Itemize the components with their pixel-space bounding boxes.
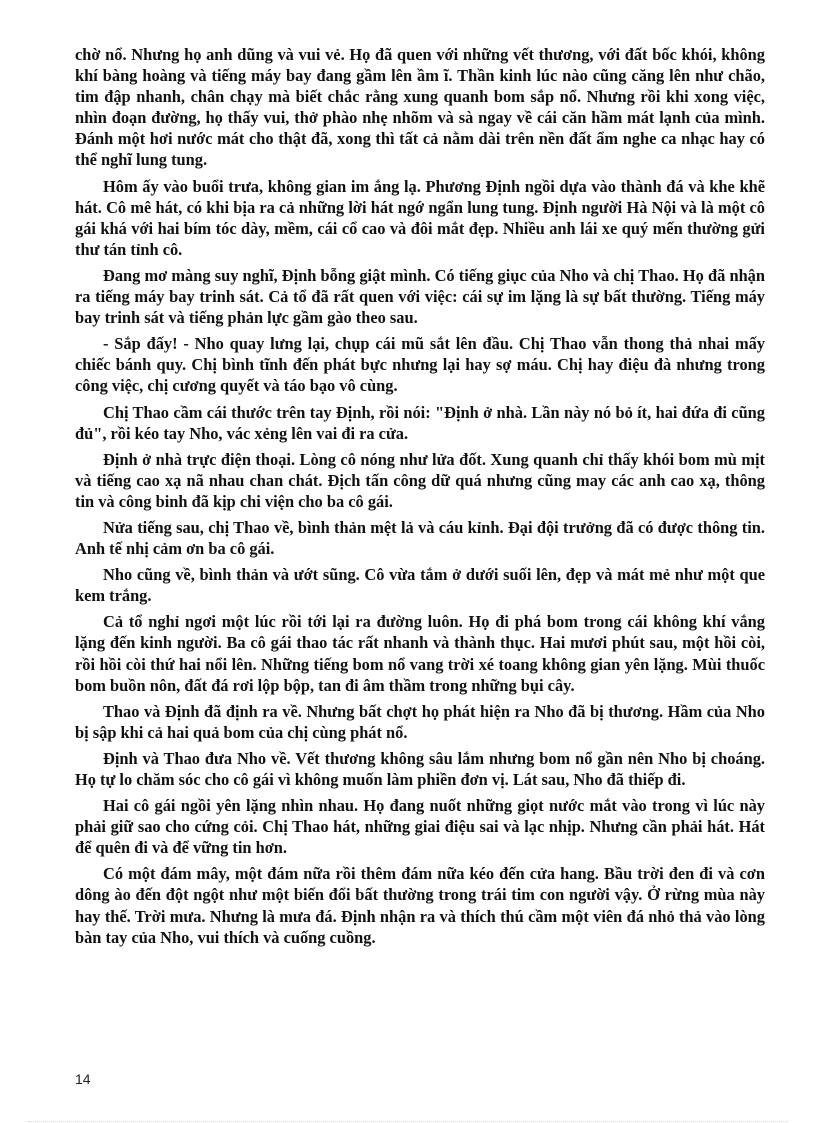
paragraph-4: - Sắp đấy! - Nho quay lưng lại, chụp cái mũ sắt lên đầu. Chị Thao vẫn thong thả nhai mấy chiếc bánh quy. Chị bình tĩnh đến phát bực nhưng lại hay sợ máu. Chị hay điệu đà nhưng trong công việc, chị cương quyết và táo bạo vô cùng. [75, 334, 765, 396]
paragraph-11: Định và Thao đưa Nho về. Vết thương không sâu lắm nhưng bom nổ gần nên Nho bị choáng. Họ tự lo chăm sóc cho cô gái vì không muốn làm phiền đơn vị. Lát sau, Nho đã thiếp đi. [75, 748, 765, 789]
paragraph-8: Nho cũng về, bình thản và ướt sũng. Cô vừa tắm ở dưới suối lên, đẹp và mát mẻ như một que kem trắng. [75, 565, 765, 606]
paragraph-7: Nửa tiếng sau, chị Thao về, bình thản mệt lả và cáu kỉnh. Đại đội trưởng đã có được thông tin. Anh tế nhị cảm ơn ba cô gái. [75, 517, 765, 559]
page-number: 14 [75, 1071, 91, 1087]
paragraph-6: Định ở nhà trực điện thoại. Lòng cô nóng như lửa đốt. Xung quanh chỉ thấy khói bom mù mịt và tiếng cao xạ nã nhau chan chát. Địch tấn công dữ quá nhưng cũng may các anh cao xạ, thông tin và công binh đã kịp chi viện cho ba cô gái. [75, 449, 765, 511]
paragraph-9: Cả tổ nghỉ ngơi một lúc rồi tới lại ra đường luôn. Họ đi phá bom trong cái không khí vắng lặng đến kinh người. Ba cô gái thao tác rất nhanh và thành thục. Hai mươi phút sau, một hồi còi, rồi hồi còi thứ hai nổi lên. Những tiếng bom nổ vang trời xé toang không gian yên lặng. Mùi thuốc bom buồn nôn, đất đá rơi lộp bộp, tan đi âm thầm trong những bụi cây. [75, 612, 765, 695]
paragraph-13: Có một đám mây, một đám nữa rồi thêm đám nữa kéo đến cửa hang. Bầu trời đen đi và cơn dông ào đến đột ngột như một biến đổi bất thường trong trái tim con người vậy. Ở rừng mùa này hay thế. Trời mưa. Nhưng là mưa đá. Định nhận ra và thích thú cầm một viên đá nhỏ thả vào lòng bàn tay của Nho, vui thích và cuống cuồng. [75, 864, 765, 947]
paragraph-2: Hôm ấy vào buổi trưa, không gian im ắng lạ. Phương Định ngồi dựa vào thành đá và khe khẽ hát. Cô mê hát, có khi bịa ra cả những lời hát ngớ ngẩn lung tung. Định người Hà Nội và là một cô gái khá với hai bím tóc dày, mềm, cái cổ cao và đôi mắt đẹp. Nhiều anh lái xe quý mến thường gửi thư tán tỉnh cô. [75, 176, 765, 259]
page-body [75, 44, 765, 953]
paragraph-5: Chị Thao cầm cái thước trên tay Định, rồi nói: "Định ở nhà. Lần này nó bỏ ít, hai đứa đi cũng đủ", rồi kéo tay Nho, vác xẻng lên vai đi ra cửa. [75, 402, 765, 443]
paragraph-12: Hai cô gái ngồi yên lặng nhìn nhau. Họ đang nuốt những giọt nước mắt vào trong vì lúc này phải giữ sao cho cứng cỏi. Chị Thao hát, những giai điệu sai và lạc nhịp. Nhưng cần phải hát. Hát để quên đi và để vững tin hơn. [75, 796, 765, 858]
paragraph-3: Đang mơ màng suy nghĩ, Định bỗng giật mình. Có tiếng giục của Nho và chị Thao. Họ đã nhận ra tiếng máy bay trinh sát. Cả tổ đã rất quen với việc: cái sự im lặng là sự bất thường. Tiếng máy bay trinh sát và tiếng phản lực gầm gào theo sau. [75, 265, 765, 328]
paragraph-10: Thao và Định đã định ra về. Nhưng bất chợt họ phát hiện ra Nho đã bị thương. Hầm của Nho bị sập khi cả hai quả bom của chị cùng phát nổ. [75, 701, 765, 742]
bottom-divider [28, 1121, 788, 1122]
paragraph-1: chờ nổ. Nhưng họ anh dũng và vui vẻ. Họ đã quen với những vết thương, với đất bốc khói, không khí bàng hoàng và tiếng máy bay đang gầm lên ầm ĩ. Thần kinh lúc nào cũng căng lên như chão, tim đập nhanh, chân chạy mà biết chắc rằng xung quanh bom sắp nổ. Nhưng rồi khi xong việc, nhìn đoạn đường, họ thấy vui, thở phào nhẹ nhõm và sà ngay về cái căn hầm mát lạnh của mình. Đánh một hơi nước mát cho thật đã, xong thì tất cả nằm dài trên nền đất ẩm nghe ca nhạc hay có thể nghĩ lung tung. [75, 45, 765, 170]
